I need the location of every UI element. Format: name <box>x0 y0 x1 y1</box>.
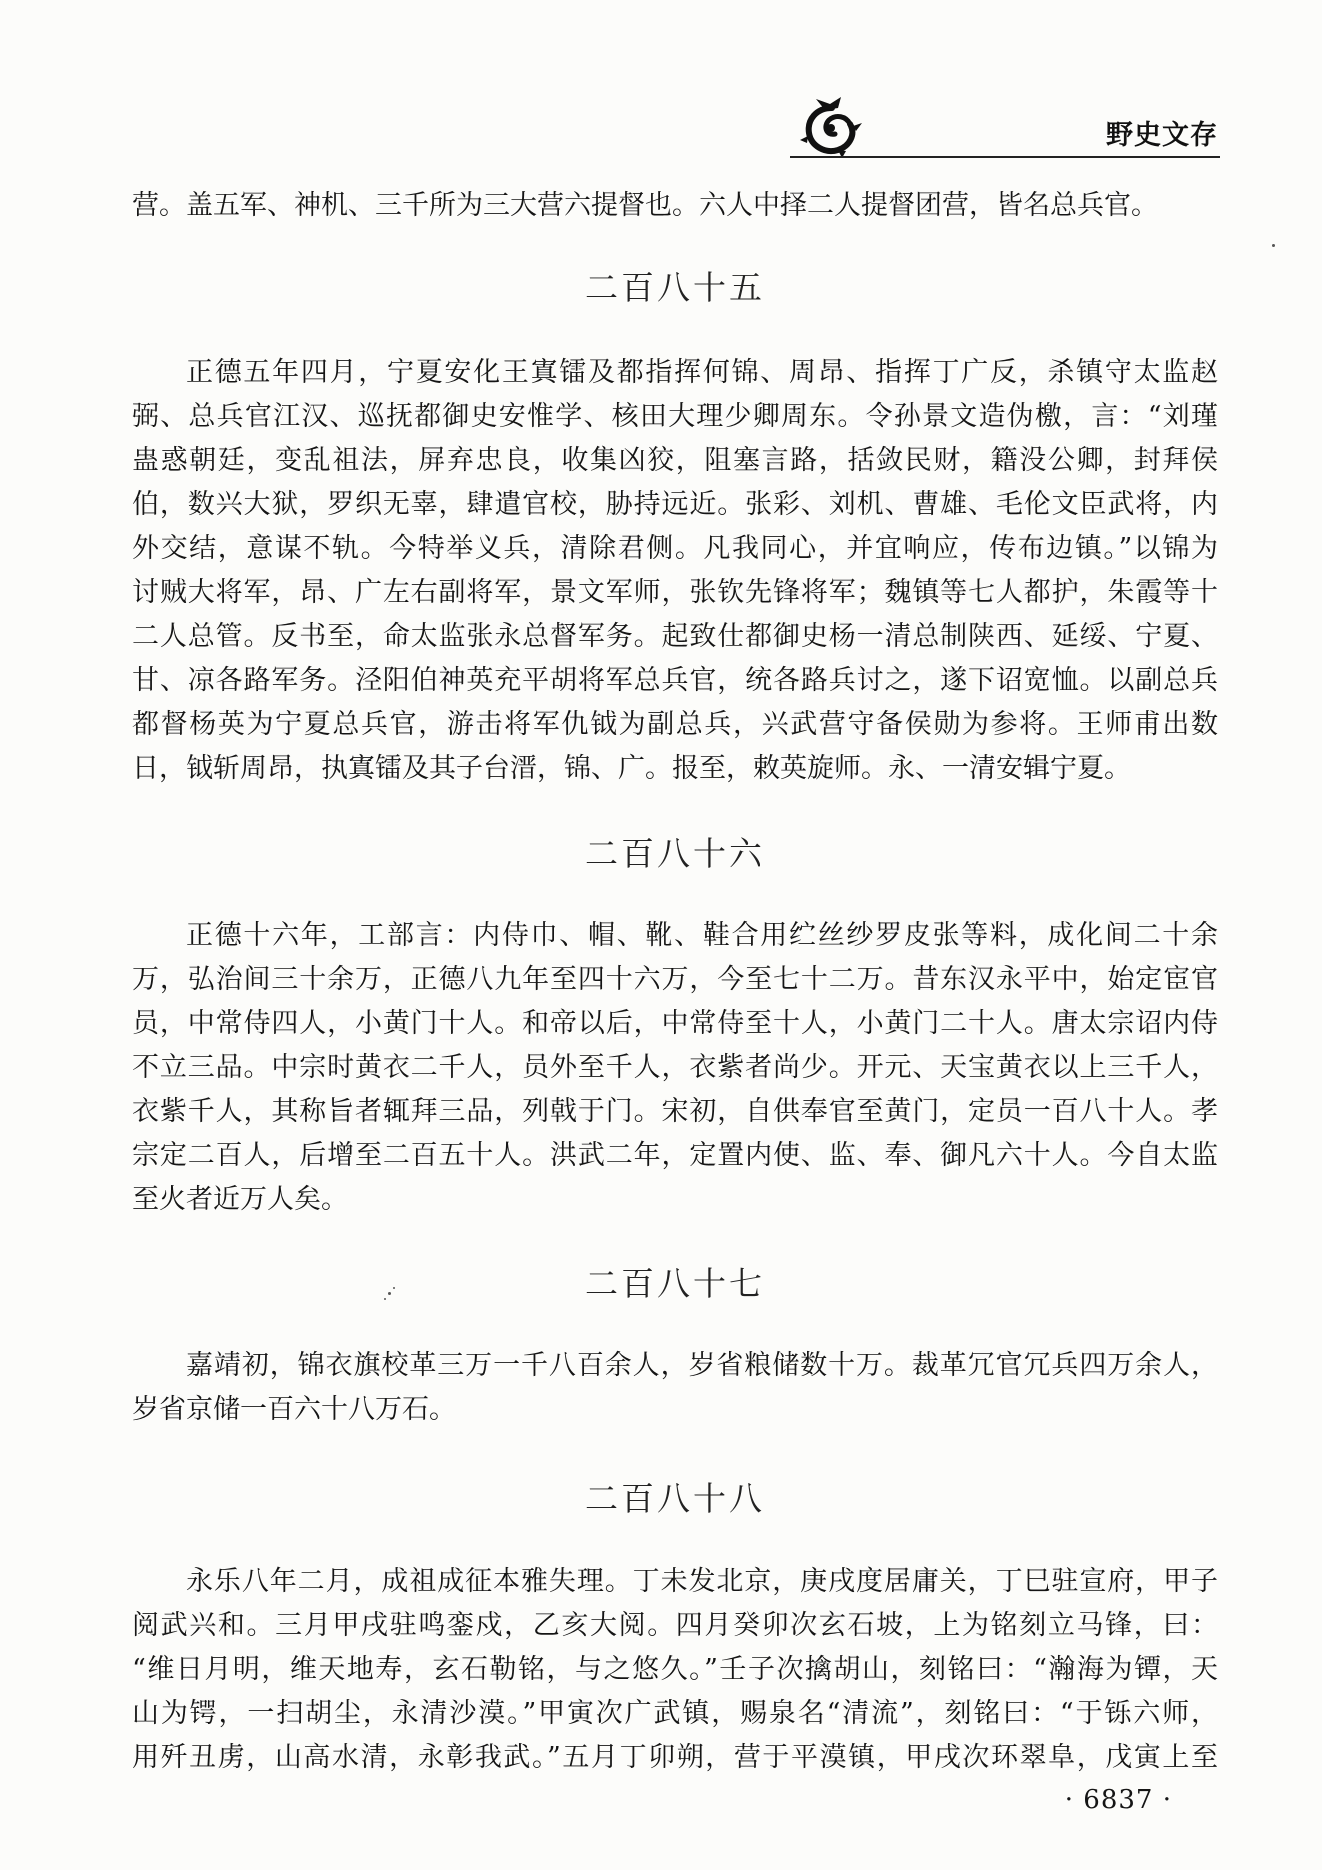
paragraph <box>132 914 1218 1222</box>
paragraph <box>132 351 1218 791</box>
text-line: 伯，数兴大狱，罗织无辜，肆遣官校，胁持远近。张彩、刘机、曹雄、毛伦文臣武将，内 <box>132 489 1218 520</box>
text-line: 正德五年四月，宁夏安化王寘镭及都指挥何锦、周昂、指挥丁广反，杀镇守太监赵 <box>186 357 1218 388</box>
section-heading: 二百八十六 <box>585 834 765 873</box>
section-heading: 二百八十七 <box>585 1264 765 1303</box>
text-line: 不立三品。中宗时黄衣二千人，员外至千人，衣紫者尚少。开元、天宝黄衣以上三千人， <box>132 1052 1218 1083</box>
text-line: 阅武兴和。三月甲戌驻鸣銮戍，乙亥大阅。四月癸卯次玄石坡，上为铭刻立马锋，曰： <box>132 1610 1218 1641</box>
continuation-paragraph <box>132 184 1218 228</box>
header-rule <box>790 156 1220 158</box>
text-line: 都督杨英为宁夏总兵官，游击将军仇钺为副总兵，兴武营守备侯勋为参将。王师甫出数 <box>132 709 1218 740</box>
scan-speck <box>388 1292 391 1295</box>
text-line: 外交结，意谋不轨。今特举义兵，清除君侧。凡我同心，并宜响应，传布边镇。”以锦为 <box>132 533 1218 564</box>
text-line: 万，弘治间三十余万，正德八九年至四十六万，今至七十二万。昔东汉永平中，始定宦官 <box>132 964 1218 995</box>
text-line: 蛊惑朝廷，变乱祖法，屏弃忠良，收集凶狡，阻塞言路，括敛民财，籍没公卿，封拜侯 <box>132 445 1218 476</box>
text-line: 员，中常侍四人，小黄门十人。和帝以后，中常侍至十人，小黄门二十人。唐太宗诏内侍 <box>132 1008 1218 1039</box>
dragon-logo-icon <box>798 96 864 160</box>
series-title: 野史文存 <box>1106 120 1218 151</box>
scan-speck <box>393 1287 395 1289</box>
section-heading: 二百八十八 <box>585 1479 765 1518</box>
text-line: 讨贼大将军，昂、广左右副将军，景文军师，张钦先锋将军；魏镇等七人都护，朱霞等十 <box>132 577 1218 608</box>
text-line: 岁省京储一百六十八万石。 <box>132 1394 456 1425</box>
text-line: 正德十六年，工部言：内侍巾、帽、靴、鞋合用纻丝纱罗皮张等料，成化间二十余 <box>186 920 1218 951</box>
text-line: 日，钺斩周昂，执寘镭及其子台溍，锦、广。报至，敕英旋师。永、一清安辑宁夏。 <box>132 753 1131 784</box>
text-line: 甘、凉各路军务。泾阳伯神英充平胡将军总兵官，统各路兵讨之，遂下诏宽恤。以副总兵 <box>132 665 1218 696</box>
scan-speck <box>1272 244 1275 247</box>
section-heading: 二百八十五 <box>585 268 765 307</box>
text-line: 嘉靖初，锦衣旗校革三万一千八百余人，岁省粮储数十万。裁革冗官冗兵四万余人， <box>186 1350 1218 1381</box>
text-line: 山为锷，一扫胡尘，永清沙漠。”甲寅次广武镇，赐泉名“清流”，刻铭曰：“于铄六师， <box>132 1698 1218 1729</box>
scan-speck <box>384 1298 386 1300</box>
text-line: “维日月明，维天地寿，玄石勒铭，与之悠久。”壬子次擒胡山，刻铭曰：“瀚海为镡，天 <box>132 1654 1218 1685</box>
text-line: 衣紫千人，其称旨者辄拜三品，列戟于门。宋初，自供奉官至黄门，定员一百八十人。孝 <box>132 1096 1218 1127</box>
text-line: 二人总管。反书至，命太监张永总督军务。起致仕都御史杨一清总制陕西、延绥、宁夏、 <box>132 621 1218 652</box>
text-line: 用歼丑虏，山高水清，永彰我武。”五月丁卯朔，营于平漠镇，甲戌次环翠阜，戊寅上至 <box>132 1742 1218 1773</box>
text-line: 永乐八年二月，成祖成征本雅失理。丁未发北京，庚戌度居庸关，丁巳驻宣府，甲子 <box>186 1566 1218 1597</box>
text-line: 至火者近万人矣。 <box>132 1184 348 1215</box>
text-line: 宗定二百人，后增至二百五十人。洪武二年，定置内使、监、奉、御凡六十人。今自太监 <box>132 1140 1218 1171</box>
text-line: 营。盖五军、神机、三千所为三大营六提督也。六人中择二人提督团营，皆名总兵官。 <box>132 190 1158 221</box>
text-line: 弼、总兵官江汉、巡抚都御史安惟学、核田大理少卿周东。令孙景文造伪檄，言：“刘瑾 <box>132 401 1218 432</box>
page-number: · 6837 · <box>1064 1785 1172 1815</box>
paragraph <box>132 1560 1218 1780</box>
paragraph <box>132 1344 1218 1432</box>
